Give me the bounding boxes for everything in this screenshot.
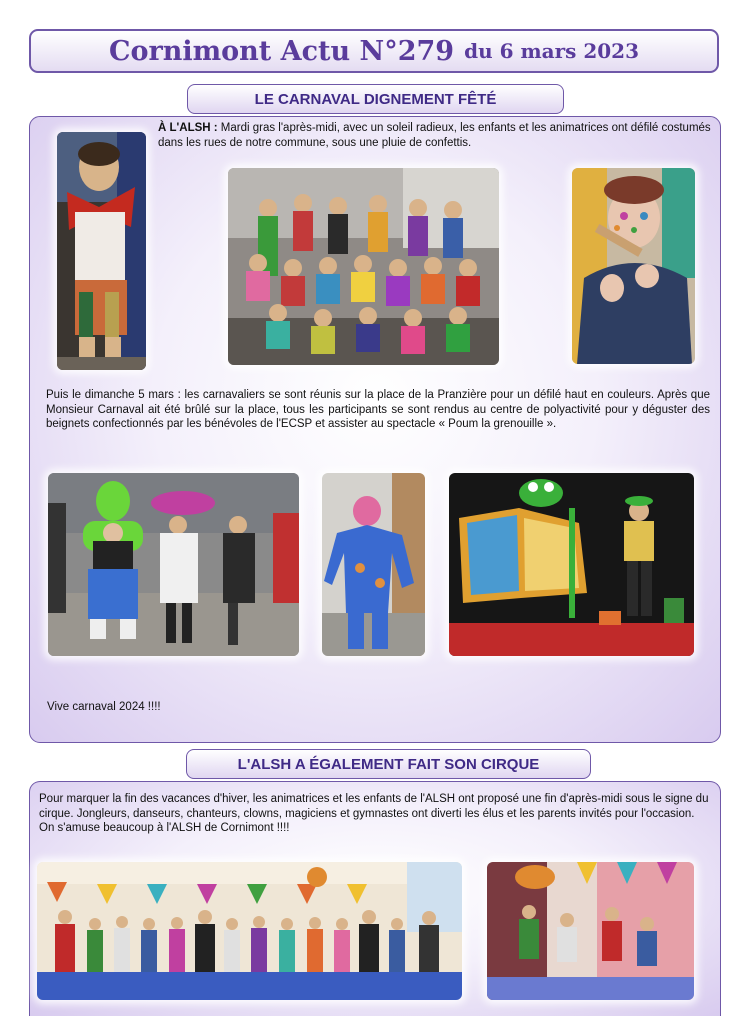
alsh-intro-label: À L'ALSH :: [158, 122, 218, 134]
photo-carnival-effigy: [322, 473, 425, 656]
circus-section-title: L'ALSH A ÉGALEMENT FAIT SON CIRQUE: [186, 749, 591, 779]
alsh-intro-text: [158, 121, 724, 150]
photo-circus-group: [37, 862, 462, 1000]
circus-text: [39, 792, 711, 836]
photo-circus-children: [487, 862, 694, 1000]
photo-children-group: [228, 168, 499, 365]
page-header: [29, 29, 719, 73]
newsletter-date: du 6 mars 2023: [464, 39, 640, 63]
circus-paragraph: Pour marquer la fin des vacances d'hiver, les animatrices et les enfants de l'ALSH ont proposé une fin d'après-midi sous le signe du cirque. Jongleurs, danseurs, chanteurs, clowns, magiciens et gymnastes ont diverti les élus et les parents invités pour l'occasion.: [39, 793, 709, 820]
newsletter-title: Cornimont Actu N°279: [108, 35, 455, 67]
circus-closing: On s'amuse beaucoup à l'ALSH de Cornimont !!!!: [39, 822, 290, 834]
carnival-closing-text: Vive carnaval 2024 !!!!: [47, 701, 161, 713]
sunday-parade-text: Puis le dimanche 5 mars : les carnavaliers se sont réunis sur la place de la Pranzière pour un défilé haut en couleurs. Après que Monsieur Carnaval ait été brûlé sur la place, tous les participants se sont rendus au centre de polyactivité pour y déguster des beignets confectionnés par les bénévoles de l'ECSP et assister au spectacle « Poum la grenouille ».: [46, 389, 710, 430]
carnival-section-title: LE CARNAVAL DIGNEMENT FÊTÉ: [187, 84, 564, 114]
photo-frog-show-stage: [449, 473, 694, 656]
photo-parade-street: [48, 473, 299, 656]
alsh-intro-body: Mardi gras l'après-midi, avec un soleil radieux, les enfants et les animatrices ont défilé costumés dans les rues de notre commune, sous une pluie de confettis.: [158, 122, 711, 149]
photo-girl-face-paint: [572, 168, 695, 364]
photo-child-clown: [57, 132, 146, 370]
